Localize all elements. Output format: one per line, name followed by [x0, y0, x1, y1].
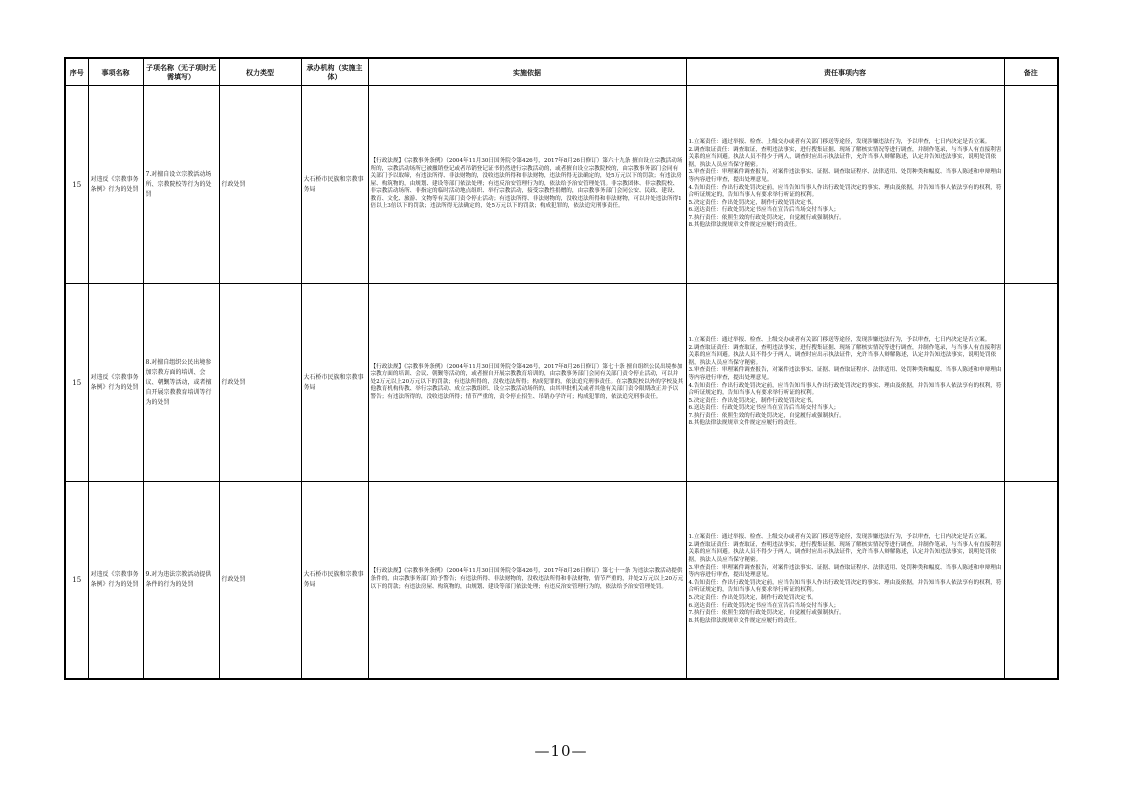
- cell-sub-item: 9.对为违法宗教活动提供条件的行为的处罚: [143, 482, 219, 679]
- table-row: [65, 86, 1058, 284]
- responsibility-line: 4.告知责任：作出行政处罚决定前，应当告知当事人作出行政处罚决定的事实、理由及依据，并告知当事人依法享有的权利，符合听证规定的，告知当事人有要求举行听证的权利。: [688, 579, 1002, 594]
- table-row: [65, 284, 1058, 482]
- responsibility-line: 1.立案责任：通过举报、检查、上级交办或者有关部门移送等途径，发现涉嫌违法行为，予以审查，七日内决定是否立案。: [688, 138, 991, 145]
- page-number: —10—: [534, 742, 588, 760]
- cell-org: 大石桥市民族和宗教事务局: [301, 284, 368, 482]
- cell-org: 大石桥市民族和宗教事务局: [301, 482, 368, 679]
- responsibility-line: 3.审查责任：审理案件调查报告，对案件违法事实、证据、调查取证程序、法律适用、处罚种类和幅度、当事人陈述和申辩理由等内容进行审查，提出处理意见。: [688, 169, 1002, 183]
- header-sub-item: 子项名称（无子项时无需填写）: [143, 58, 219, 86]
- cell-power-type: 行政处罚: [219, 482, 301, 679]
- responsibility-line: 6.送达责任：行政处罚决定书应当在宣告后当场交付当事人；: [688, 405, 840, 412]
- cell-basis: 【行政法规】《宗教事务条例》（2004年11月30日国务院令第426号，2017年8月26日修订）第七十一条 为违法宗教活动提供条件的，由宗教事务部门给予警告；有违法所得、非法财物的，没收违法所得和非法财物，情节严重的，并处2万元以上20万元以下的罚款；有违法房屋、构筑物的，由规划、建设等部门依法处理；有违反治安管理行为的，依法给予治安管理处罚。: [368, 482, 686, 679]
- header-remark: 备注: [1004, 58, 1058, 86]
- header-basis: 实施依据: [368, 58, 686, 86]
- cell-remark: [1004, 86, 1058, 284]
- header-org: 承办机构（实施主体）: [301, 58, 368, 86]
- cell-seq: 15: [65, 482, 88, 679]
- responsibility-line: 5.决定责任：作出处罚决定，制作行政处罚决定书。: [688, 594, 817, 601]
- responsibility-line: 2.调查取证责任：调查取证，查明违法事实，进行搜集证据、现场了解核实情况等进行调查，并制作笔录，与当事人有直接利害关系的应当回避。执法人员不得少于两人，调查时应出示执法证件，允许当事人辩解陈述，认定并告知违法事实，说明处罚依据，执法人员应当保守秘密。: [688, 146, 1002, 168]
- cell-responsibility: [686, 284, 1004, 482]
- responsibility-line: 5.决定责任：作出处罚决定，制作行政处罚决定书。: [688, 397, 817, 404]
- header-seq: 序号: [65, 58, 88, 86]
- cell-item-name: 对违反《宗教事务条例》行为的处罚: [88, 86, 143, 284]
- responsibility-line: 4.告知责任：作出行政处罚决定前，应当告知当事人作出行政处罚决定的事实、理由及依据，并告知当事人依法享有的权利，符合听证规定的，告知当事人有要求举行听证的权利。: [688, 382, 1002, 397]
- responsibility-line: 3.审查责任：审理案件调查报告，对案件违法事实、证据、调查取证程序、法律适用、处罚种类和幅度、当事人陈述和申辩理由等内容进行审查，提出处理意见。: [688, 564, 1002, 579]
- cell-power-type: 行政处罚: [219, 86, 301, 284]
- header-item-name: 事项名称: [88, 58, 143, 86]
- cell-item-name: 对违反《宗教事务条例》行为的处罚: [88, 482, 143, 679]
- responsibility-line: 8.其他法律法规规章文件规定应履行的责任。: [688, 617, 801, 624]
- cell-basis: 【行政法规】《宗教事务条例》（2004年11月30日国务院令第426号，2017年8月26日修订）第七十条 擅自组织公民出境参加宗教方面的培训、会议、朝觐等活动的，或者擅自开展宗教教育培训的，由宗教事务部门会同有关部门责令停止活动，可以并处2万元以上20万元以下的罚款；有违法所得的，没收违法所得；构成犯罪的，依法追究刑事责任。在宗教院校以外的学校及其他教育机构传教、举行宗教活动、成立宗教组织、设立宗教活动场所的，由其审批机关或者其他有关部门责令限期改正并予以警告；有违法所得的，没收违法所得；情节严重的，责令停止招生、吊销办学许可；构成犯罪的，依法追究刑事责任。: [368, 284, 686, 482]
- cell-remark: [1004, 482, 1058, 679]
- table-header-row: [65, 58, 1058, 86]
- responsibility-line: 3.审查责任：审理案件调查报告，对案件违法事实、证据、调查取证程序、法律适用、处罚种类和幅度、当事人陈述和申辩理由等内容进行审查，提出处理意见。: [688, 367, 1002, 381]
- cell-responsibility: [686, 86, 1004, 284]
- cell-item-name: 对违反《宗教事务条例》行为的处罚: [88, 284, 143, 482]
- cell-sub-item: 8.对擅自组织公民出境参加宗教方面的培训、会议、朝觐等活动，或者擅自开展宗教教育培训等行为的处罚: [143, 284, 219, 482]
- responsibility-line: 8.其他法律法规规章文件规定应履行的责任。: [688, 420, 801, 427]
- responsibility-line: 1.立案责任：通过举报、检查、上级交办或者有关部门移送等途径，发现涉嫌违法行为，予以审查，七日内决定是否立案。: [688, 534, 991, 541]
- responsibility-line: 7.执行责任：依照生效的行政处罚决定，自觉履行或强制执行。: [688, 412, 845, 419]
- responsibility-line: 6.送达责任：行政处罚决定书应当在宣告后当场交付当事人；: [688, 207, 840, 214]
- cell-seq: 15: [65, 284, 88, 482]
- header-power-type: 权力类型: [219, 58, 301, 86]
- cell-org: 大石桥市民族和宗教事务局: [301, 86, 368, 284]
- responsibility-line: 8.其他法律法规规章文件规定应履行的责任。: [688, 222, 801, 229]
- cell-remark: [1004, 284, 1058, 482]
- cell-power-type: 行政处罚: [219, 284, 301, 482]
- cell-sub-item: 7.对擅自设立宗教活动场所、宗教院校等行为的处罚: [143, 86, 219, 284]
- responsibility-line: 1.立案责任：通过举报、检查、上级交办或者有关部门移送等途径，发现涉嫌违法行为，予以审查，七日内决定是否立案。: [688, 336, 991, 343]
- responsibility-line: 5.决定责任：作出处罚决定，制作行政处罚决定书。: [688, 199, 817, 206]
- responsibility-line: 6.送达责任：行政处罚决定书应当在宣告后当场交付当事人；: [688, 602, 840, 609]
- responsibility-line: 2.调查取证责任：调查取证，查明违法事实，进行搜集证据、现场了解核实情况等进行调查，并制作笔录，与当事人有直接利害关系的应当回避。执法人员不得少于两人，调查时应出示执法证件，允许当事人辩解陈述，认定并告知违法事实，说明处罚依据，执法人员应当保守秘密。: [688, 541, 1002, 563]
- cell-responsibility: [686, 482, 1004, 679]
- table-row: [65, 482, 1058, 679]
- responsibility-line: 7.执行责任：依照生效的行政处罚决定，自觉履行或强制执行。: [688, 214, 845, 221]
- cell-seq: 15: [65, 86, 88, 284]
- responsibility-line: 4.告知责任：作出行政处罚决定前，应当告知当事人作出行政处罚决定的事实、理由及依据，并告知当事人依法享有的权利，符合听证规定的，告知当事人有要求举行听证的权利。: [688, 184, 1002, 199]
- responsibility-table: [64, 57, 1059, 680]
- responsibility-line: 7.执行责任：依照生效的行政处罚决定，自觉履行或强制执行。: [688, 610, 845, 617]
- cell-basis: 【行政法规】《宗教事务条例》（2004年11月30日国务院令第426号，2017年8月26日修订）第六十九条 擅自设立宗教活动场所的，宗教活动场所已被撤销登记或者吊销登记证书仍然进行宗教活动的，或者擅自设立宗教院校的，由宗教事务部门会同有关部门予以取缔，有违法所得、非法财物的，没收违法所得和非法财物，违法所得无法确定的，处5万元以下的罚款；有违法房屋、构筑物的，由规划、建设等部门依法处理；有违反治安管理行为的，依法给予治安管理处罚。非宗教团体、非宗教院校、非宗教活动场所、非指定的临时活动地点组织、举行宗教活动，接受宗教性捐赠的，由宗教事务部门会同公安、民政、建设、教育、文化、旅游、文物等有关部门责令停止活动；有违法所得、非法财物的，没收违法所得和非法财物，可以并处违法所得1倍以上3倍以下的罚款；违法所得无法确定的，处5万元以下的罚款；构成犯罪的，依法追究刑事责任。: [368, 86, 686, 284]
- responsibility-line: 2.调查取证责任：调查取证，查明违法事实，进行搜集证据、现场了解核实情况等进行调查，并制作笔录，与当事人有直接利害关系的应当回避。执法人员不得少于两人，调查时应出示执法证件，允许当事人辩解陈述，认定并告知违法事实，说明处罚依据，执法人员应当保守秘密。: [688, 344, 1002, 366]
- header-responsibility: 责任事项内容: [686, 58, 1004, 86]
